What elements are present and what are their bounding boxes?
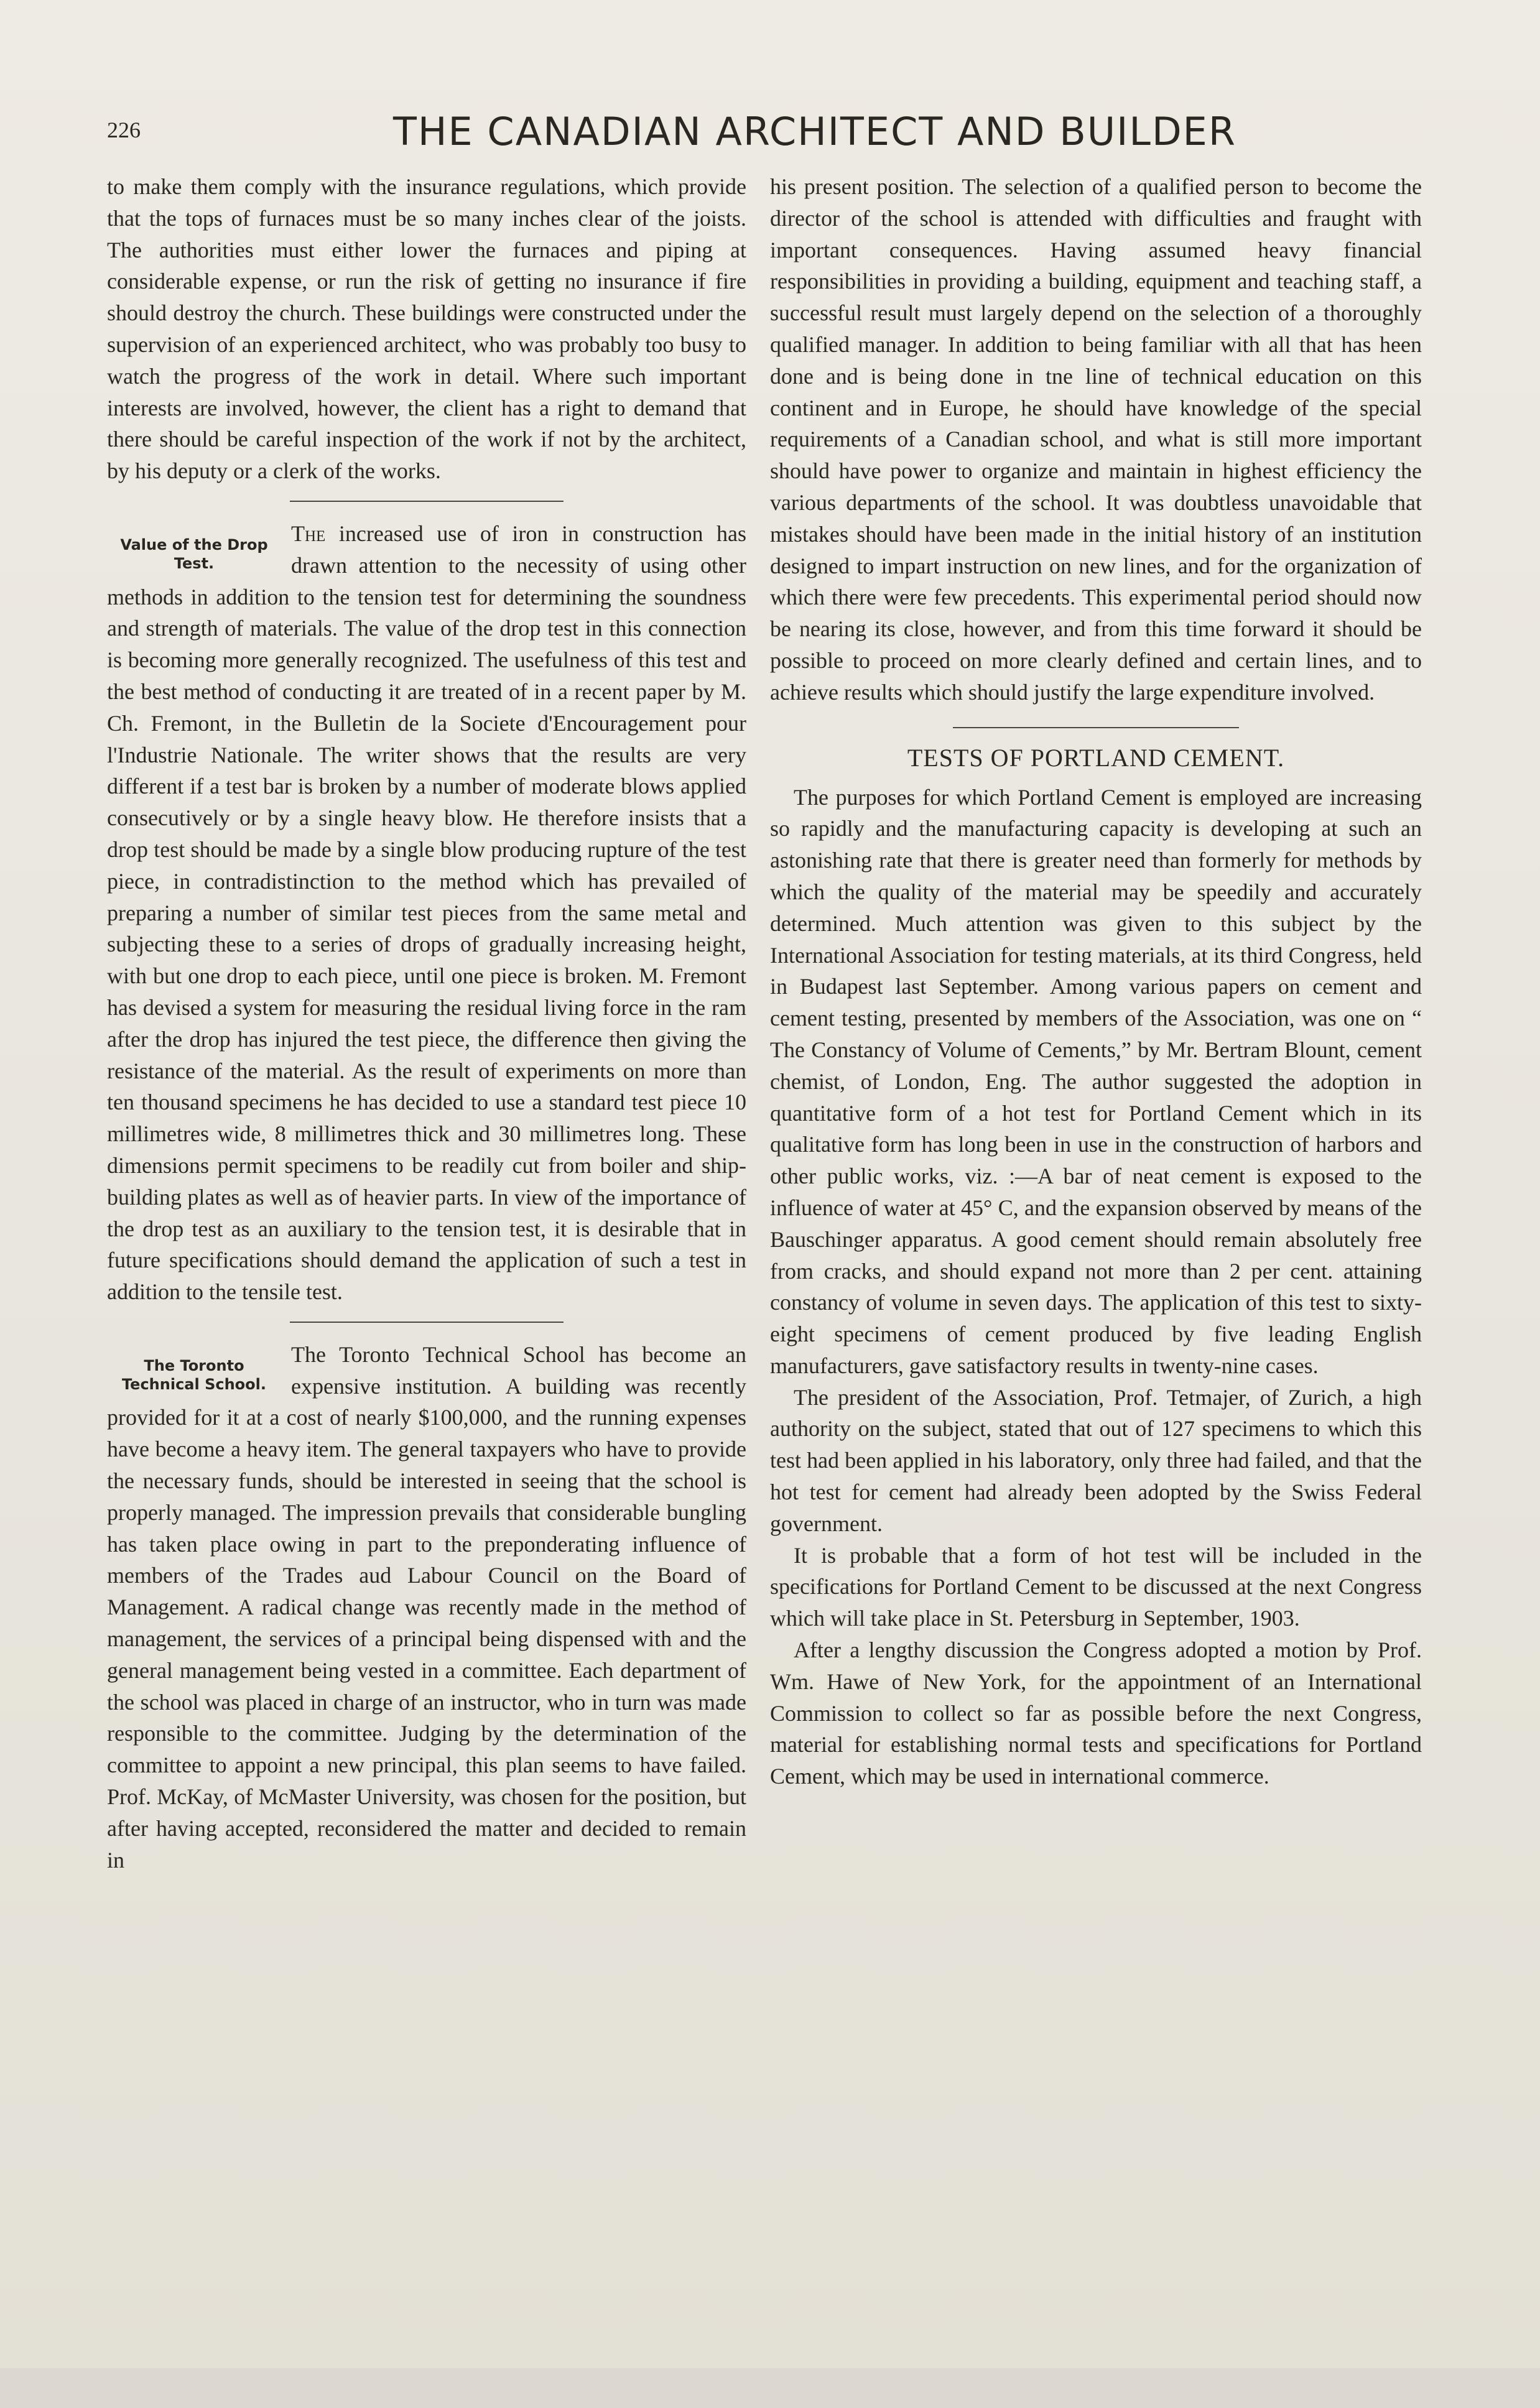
masthead-title: THE CANADIAN ARCHITECT AND BUILDER [393, 109, 1236, 154]
cement-paragraph: After a lengthy discussion the Congress adopted a motion by Prof. Wm. Hawe of New York, for the appointment of an International Commission to collect so far as possible before the next Congress, material for establishing normal tests and specifications for Portland Cement, which may be used in international commerce. [770, 1637, 1422, 1789]
drop-test-paragraph [107, 518, 746, 1308]
cement-article-title: TESTS OF PORTLAND CEMENT. [907, 743, 1285, 772]
toronto-school-continuation: his present position. The selection of a qualified person to become the director of the school is attended with difficulties and fraught with important consequences. Having assumed heavy financial responsibilities in providing a building, equipment and teaching staff, a successful result must largely depend on the selection of a thoroughly qualified manager. In addition to being familiar with all that has heen done and is being done in tne line of technical education on this continent and in Europe, he should have knowledge of the special requirements of a Canadian school, and what is still more important should have power to organize and maintain in highest efficiency the various departments of the school. It was doubtless unavoidable that mistakes should have been made in the initial history of an institution designed to impart instruction on new lines, and for the organization of which there were few precedents. This experimental period should now be nearing its close, however, and from this time forward it should be possible to proceed on more clearly defined and certain lines, and to achieve results which should justify the large expenditure involved. [770, 174, 1422, 705]
drop-test-sidehead: Value of the Drop Test. [120, 535, 268, 572]
section-divider [290, 501, 564, 502]
drop-test-lead-word: The [291, 521, 326, 546]
cement-paragraph: The purposes for which Portland Cement is employed are increasing so rapidly and the manufacturing capacity is developing at such an astonishing rate that there is greater need than formerly for methods by which the quality of the material may be speedily and accurately determined. Much attention was given to this subject by the International Association for testing materials, at its third Congress, held in Budapest last September. Among various papers on cement and cement testing, presented by members of the Association, was one on “ The Constancy of Volume of Cements,” by Mr. Bertram Blount, cement chemist, of London, Eng. The author suggested the adoption in quantitative form of a hot test for Portland Cement which in its qualitative form has long been in use in the construction of harbors and other public works, viz. :—A bar of neat cement is exposed to the influence of water at 45° C, and the expansion observed by means of the Bauschinger apparatus. A good cement should remain absolutely free from cracks, and should expand not more than 2 per cent. attaining constancy of volume in seven days. The application of this test to sixty-eight specimens of cement produced by five leading English manufacturers, gave satisfactory results in twenty-nine cases. [770, 784, 1422, 1378]
toronto-school-paragraph: The Toronto Technical School has become an expensive institution. A building was recently provided for it at a cost of nearly $100,000, and the running expenses have become a heavy item. The general taxpayers who have to provide the necessary funds, should be interested in seeing that the school is properly managed. The impression prevails that considerable bungling has taken place owing in part to the preponderating influence of members of the Trades aud Labour Council on the Board of Management. A radical change was recently made in the method of management, the services of a principal being dispensed with and the general management being vested in a committee. Each department of the school was placed in charge of an instructor, who in turn was made responsible to the committee. Judging by the determination of the committee to appoint a new principal, this plan seems to have failed. Prof. McKay, of McMaster University, was chosen for the position, but after having accepted, reconsidered the matter and decided to remain in [107, 1341, 746, 1873]
right-column [770, 171, 1422, 2329]
drop-test-body: increased use of iron in construction has drawn attention to the necessity of using other methods in addition to the tension test for determining the soundness and strength of materials. The value of the drop test in this connection is becoming more generally recognized. The usefulness of this test and the best method of conducting it are treated of in a recent paper by M. Ch. Fremont, in the Bulletin de la Societe d'Encouragement pour l'Industrie Nationale. The writer shows that the results are very different if a test bar is broken by a number of moderate blows applied consecutively or by a single heavy blow. He therefore insists that a drop test should be made by a single blow producing rupture of the test piece, in contradistinction to the method which has prevailed of preparing a number of similar test pieces from the same metal and subjecting these to a series of drops of gradually increasing height, with but one drop to each piece, until one piece is broken. M. Fremont has devised a system for measuring the residual living force in the ram after the drop has injured the test piece, the difference then giving the resistance of the material. As the result of experiments on more than ten thousand specimens he has decided to use a standard test piece 10 millimetres wide, 8 millimetres thick and 30 millimetres long. These dimensions permit specimens to be readily cut from boiler and ship-building plates as well as of heavier parts. In view of the importance of the drop test as an auxiliary to the tension test, it is desirable that in future specifications should demand the application of such a test in addition to the tensile test. [107, 521, 746, 1305]
cement-paragraph: The president of the Association, Prof. Tetmajer, of Zurich, a high authority on the subject, stated that out of 127 specimens to which this test had been applied in his laboratory, only three had failed, and that the hot test for cement had already been adopted by the Swiss Federal government. [770, 1384, 1422, 1536]
toronto-school-sidehead: The Toronto Technical School. [121, 1356, 266, 1393]
section-divider [290, 1322, 564, 1323]
cement-paragraph: It is probable that a form of hot test will be included in the specifications for Portland Cement to be discussed at the next Congress which will take place in St. Petersburg in September, 1903. [770, 1542, 1422, 1631]
page-bottom-edge [0, 2368, 1540, 2408]
page-number: 226 [107, 118, 141, 142]
section-divider [953, 727, 1239, 728]
article-continuation-paragraph: to make them comply with the insurance regulations, which provide that the tops of furnaces must be so many inches clear of the joists. The authorities must either lower the furnaces and piping at considerable expense, or run the risk of getting no insurance if fire should destroy the church. These buildings were constructed under the supervision of an experienced architect, who was probably too busy to watch the progress of the work in detail. Where such important interests are involved, however, the client has a right to demand that there should be careful inspection of the work if not by the architect, by his deputy or a clerk of the works. [107, 174, 746, 484]
left-column [107, 171, 746, 2329]
